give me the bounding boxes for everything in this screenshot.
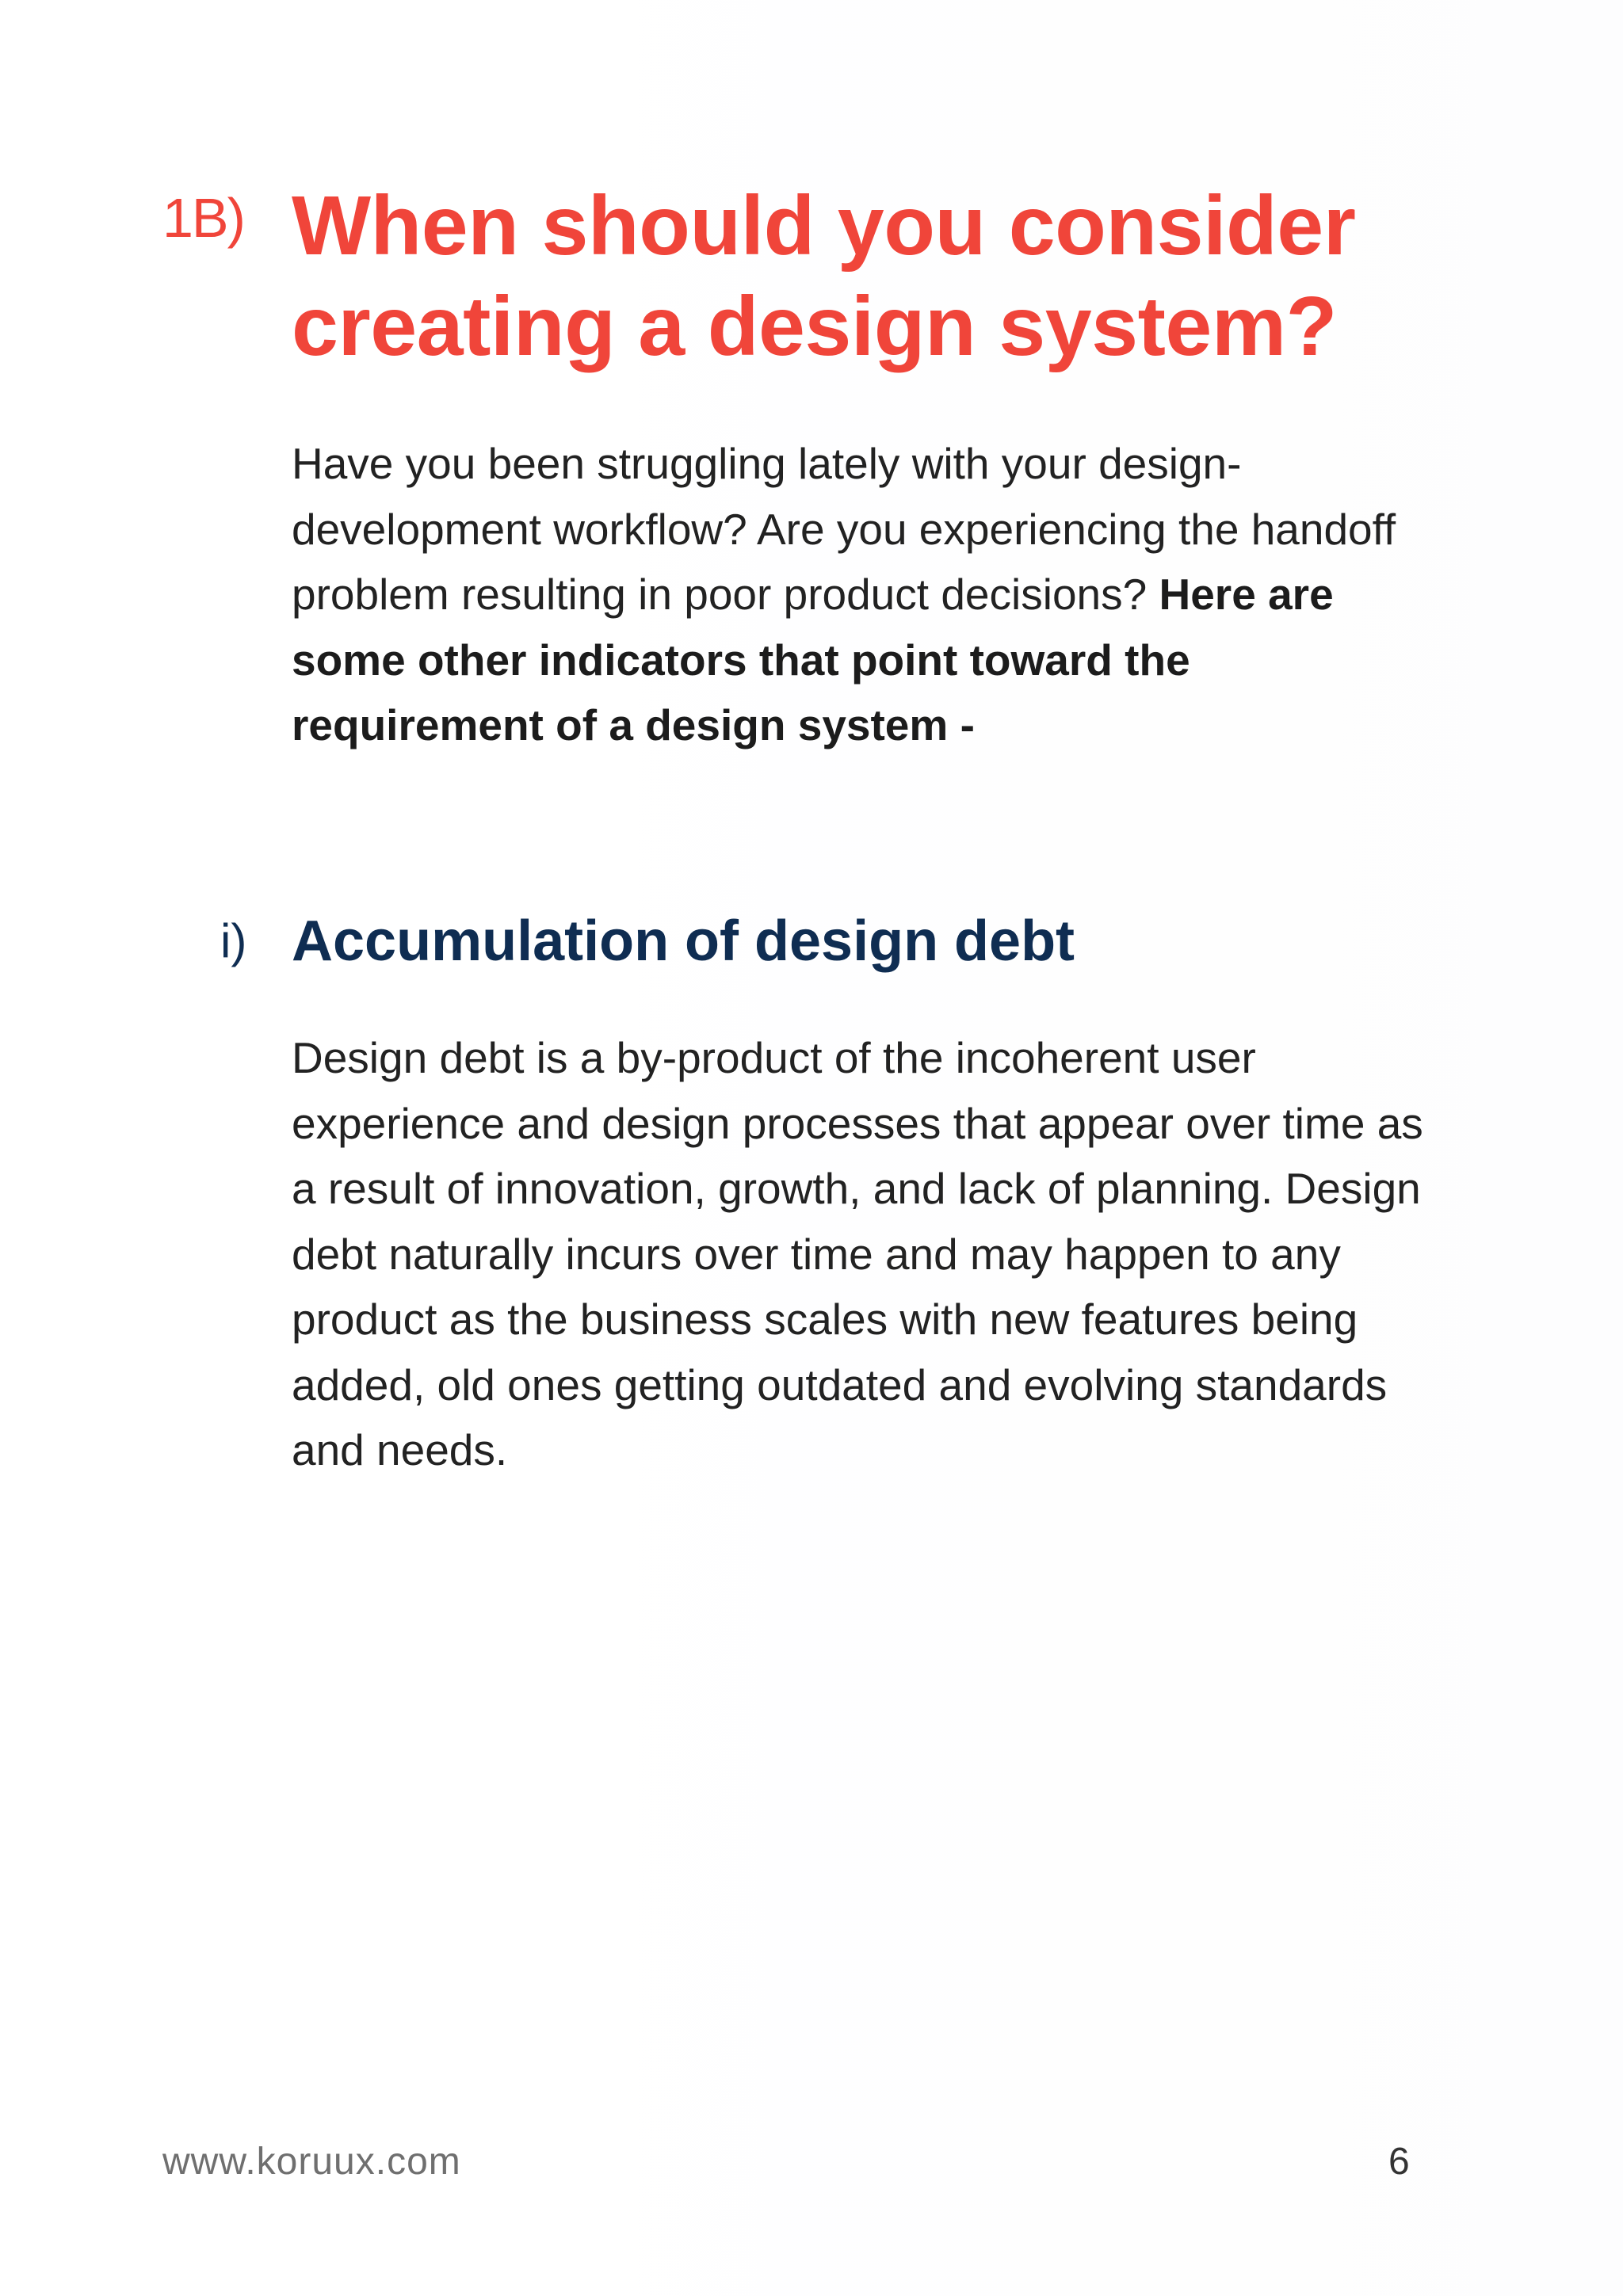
intro-paragraph <box>292 431 1401 758</box>
subsection-number: i) <box>220 914 247 967</box>
section-number: 1B) <box>162 187 244 249</box>
section-title: When should you consider creating a design system? <box>292 179 1356 373</box>
subsection-body: Design debt is a by-product of the incoherent user experience and design processes that appear over time as a result of innovation, growth, and lack of planning. Design debt naturally incurs over time and may happen to any product as the business scales with new features being added, old ones getting outdated and evolving standards and needs. <box>292 1033 1423 1474</box>
intro-text: Have you been struggling lately with your design-development workflow? Are you experiencing the handoff problem resulting in poor product decisions? <box>292 439 1396 619</box>
subsection-title: Accumulation of design debt <box>292 910 1075 973</box>
footer-website-link[interactable]: www.koruux.com <box>162 2141 461 2183</box>
page-number: 6 <box>1388 2141 1410 2183</box>
intro-bold-text: Here are some other indicators that point toward the requirement of a design system - <box>292 570 1334 749</box>
